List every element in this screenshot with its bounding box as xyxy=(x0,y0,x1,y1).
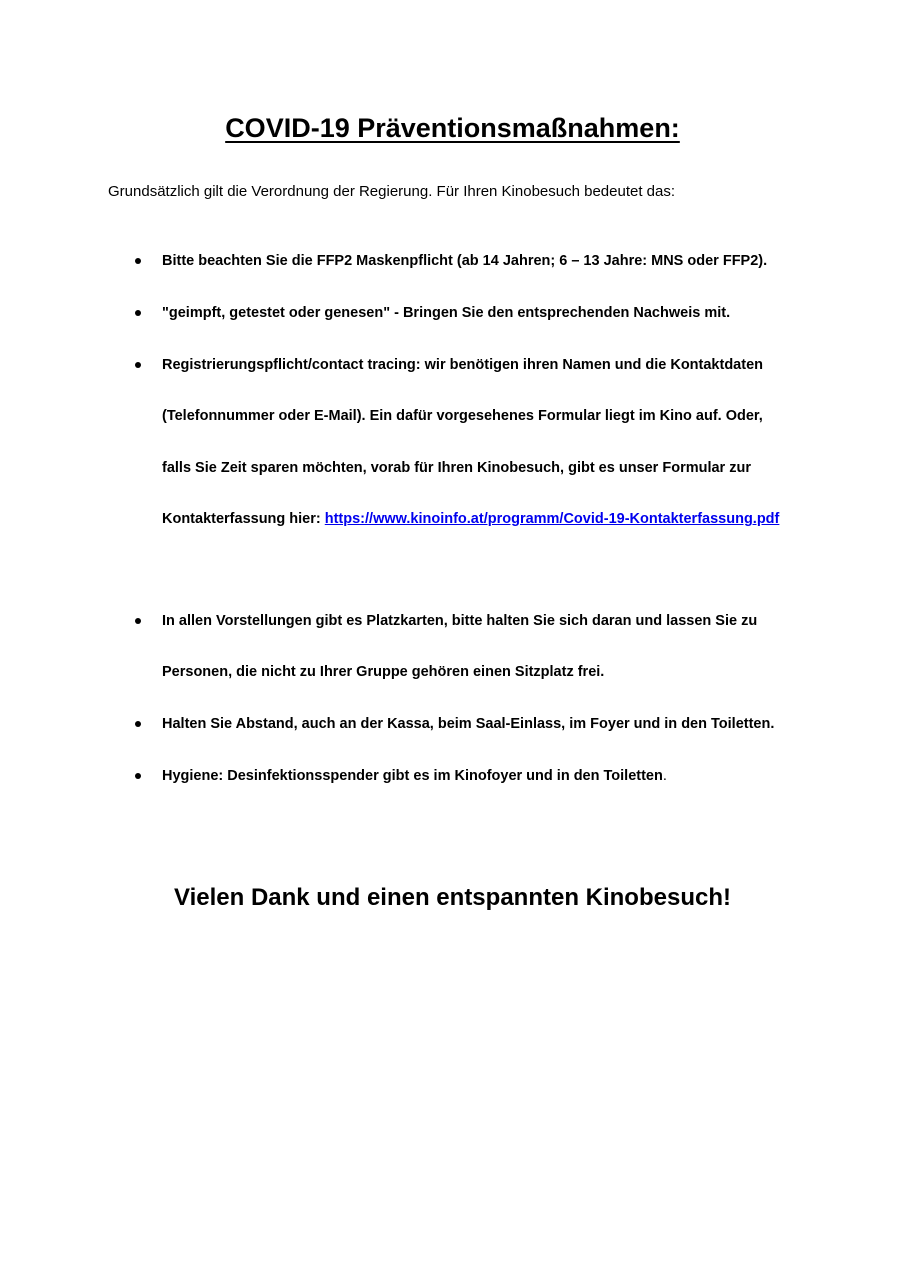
intro-paragraph: Grundsätzlich gilt die Verordnung der Regierung. Für Ihren Kinobesuch bedeutet das: xyxy=(108,183,676,200)
bullet-item-mask xyxy=(162,236,782,287)
bullet-text-tail: . xyxy=(662,768,667,784)
bullet-item-3g xyxy=(162,288,782,339)
bullet-dot-icon xyxy=(135,618,141,624)
title-text: COVID-19 Präventionsmaßnahmen: xyxy=(225,113,680,143)
bullet-dot-icon xyxy=(135,362,141,368)
closing-message: Vielen Dank und einen entspannten Kinobesuch! xyxy=(174,884,731,911)
page-title xyxy=(0,108,905,148)
bullet-dot-icon xyxy=(135,310,141,316)
bullet-text: Registrierungspflicht/contact tracing: wir benötigen ihren Namen und die Kontaktdaten (Telefonnummer oder E-Mail). Ein dafür vorgesehenes Formular liegt im Kino auf. Oder, falls Sie Zeit sparen möchten, vorab für Ihren Kinobesuch, gibt es unser Formular zur Kontakterfassung hier: xyxy=(162,357,763,528)
bullet-text: In allen Vorstellungen gibt es Platzkarten, bitte halten Sie sich daran und lassen Sie zu Personen, die nicht zu Ihrer Gruppe gehören einen Sitzplatz frei. xyxy=(162,613,758,681)
bullet-item-distance xyxy=(162,699,782,750)
bullet-text: Bitte beachten Sie die FFP2 Maskenpflicht (ab 14 Jahren; 6 – 13 Jahre: MNS oder FFP2). xyxy=(162,253,768,269)
bullet-dot-icon xyxy=(135,773,141,779)
contact-form-link[interactable]: https://www.kinoinfo.at/programm/Covid-19-Kontakterfassung.pdf xyxy=(324,511,780,528)
bullet-text: "geimpft, getestet oder genesen" - Bringen Sie den entsprechenden Nachweis mit. xyxy=(162,305,731,321)
bullet-item-seating xyxy=(162,596,782,699)
bullet-dot-icon xyxy=(135,721,141,727)
bullet-item-registration xyxy=(162,340,782,546)
bullet-item-hygiene xyxy=(162,751,782,802)
bullet-dot-icon xyxy=(135,258,141,264)
bullet-text: Hygiene: Desinfektionsspender gibt es im Kinofoyer und in den Toiletten xyxy=(162,768,663,784)
bullet-text: Halten Sie Abstand, auch an der Kassa, beim Saal-Einlass, im Foyer und in den Toiletten. xyxy=(162,716,775,732)
